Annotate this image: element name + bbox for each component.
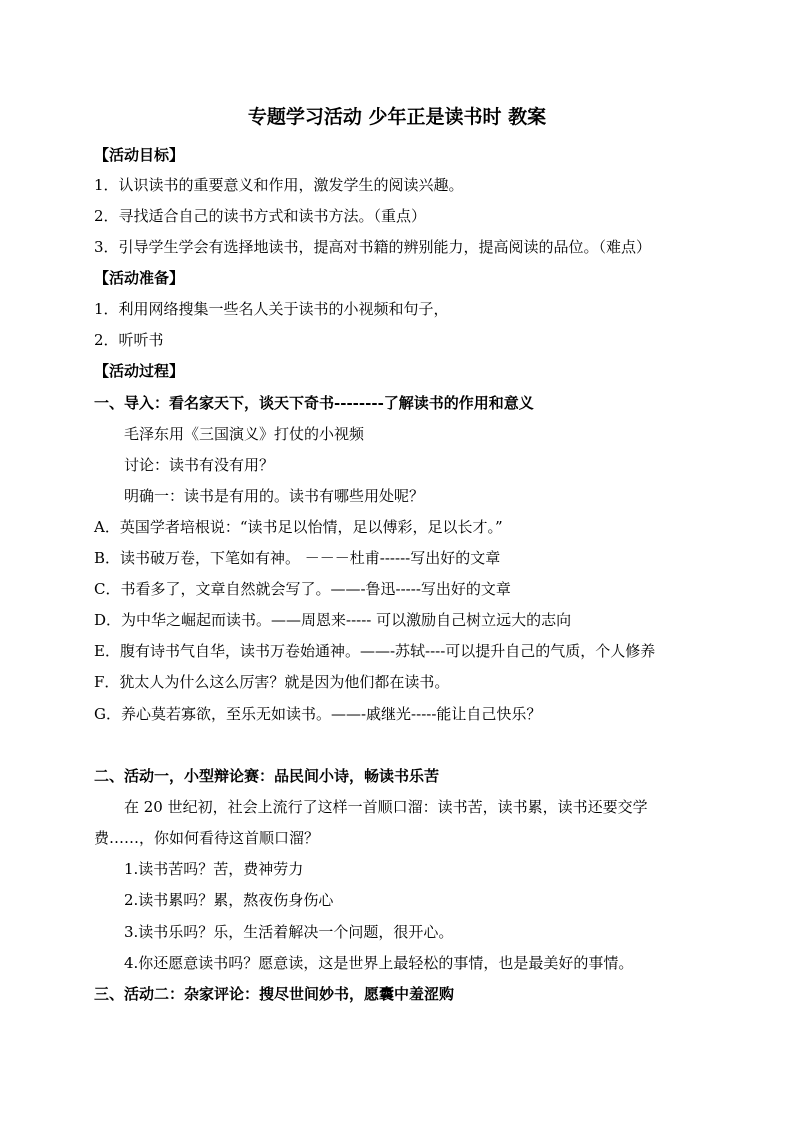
- section1-line: 毛泽东用《三国演义》打仗的小视频: [124, 425, 365, 443]
- section1-line: 讨论：读书有没有用？: [124, 456, 275, 474]
- section1-item: A．英国学者培根说：“读书足以怡情，足以傅彩，足以长才。”: [94, 518, 503, 536]
- goal-item: 2．寻找适合自己的读书方式和读书方法。（重点）: [94, 207, 427, 225]
- section1-heading: 一、导入：看名家天下，谈天下奇书--------了解读书的作用和意义: [94, 394, 534, 412]
- prep-heading: 【活动准备】: [94, 269, 185, 287]
- document-title: 专题学习活动 少年正是读书时 教案: [247, 106, 547, 128]
- prep-item: 1．利用网络搜集一些名人关于读书的小视频和句子，: [94, 300, 449, 318]
- goal-item: 1．认识读书的重要意义和作用，激发学生的阅读兴趣。: [94, 176, 464, 194]
- process-heading: 【活动过程】: [94, 362, 185, 380]
- section2-item: 1.读书苦吗？苦，费神劳力: [124, 860, 304, 878]
- section1-item: F．犹太人为什么这么厉害？就是因为他们都在读书。: [94, 673, 450, 691]
- goal-item: 3．引导学生学会有选择地读书，提高对书籍的辨别能力，提高阅读的品位。（难点）: [94, 238, 652, 256]
- section1-line: 明确一：读书是有用的。读书有哪些用处呢？: [124, 487, 425, 505]
- section2-item: 4.你还愿意读书吗？愿意读，这是世界上最轻松的事情，也是最美好的事情。: [124, 954, 634, 972]
- section2-paragraph: 在 20 世纪初，社会上流行了这样一首顺口溜：读书苦，读书累，读书还要交学: [124, 798, 648, 816]
- section3-heading: 三、活动二：杂家评论：搜尽世间妙书，愿囊中羞涩购: [94, 985, 455, 1003]
- section2-paragraph: 费……，你如何看待这首顺口溜？: [94, 829, 320, 847]
- section1-item: B．读书破万卷，下笔如有神。 －－－杜甫------写出好的文章: [94, 549, 501, 567]
- section2-heading: 二、活动一，小型辩论赛：品民间小诗，畅读书乐苦: [94, 767, 440, 785]
- section1-item: E．腹有诗书气自华，读书万卷始通神。——-苏轼----可以提升自己的气质，个人修养: [94, 642, 656, 660]
- section2-item: 3.读书乐吗？乐，生活着解决一个问题，很开心。: [124, 923, 454, 941]
- section1-item: D．为中华之崛起而读书。——周恩来----- 可以激励自己树立远大的志向: [94, 611, 572, 629]
- section1-item: G．养心莫若寡欲，至乐无如读书。——-戚继光-----能让自己快乐？: [94, 705, 542, 723]
- prep-item: 2．听听书: [94, 331, 164, 349]
- section2-item: 2.读书累吗？累，熬夜伤身伤心: [124, 891, 334, 909]
- goals-heading: 【活动目标】: [94, 146, 185, 164]
- section1-item: C．书看多了，文章自然就会写了。——-鲁迅-----写出好的文章: [94, 580, 511, 598]
